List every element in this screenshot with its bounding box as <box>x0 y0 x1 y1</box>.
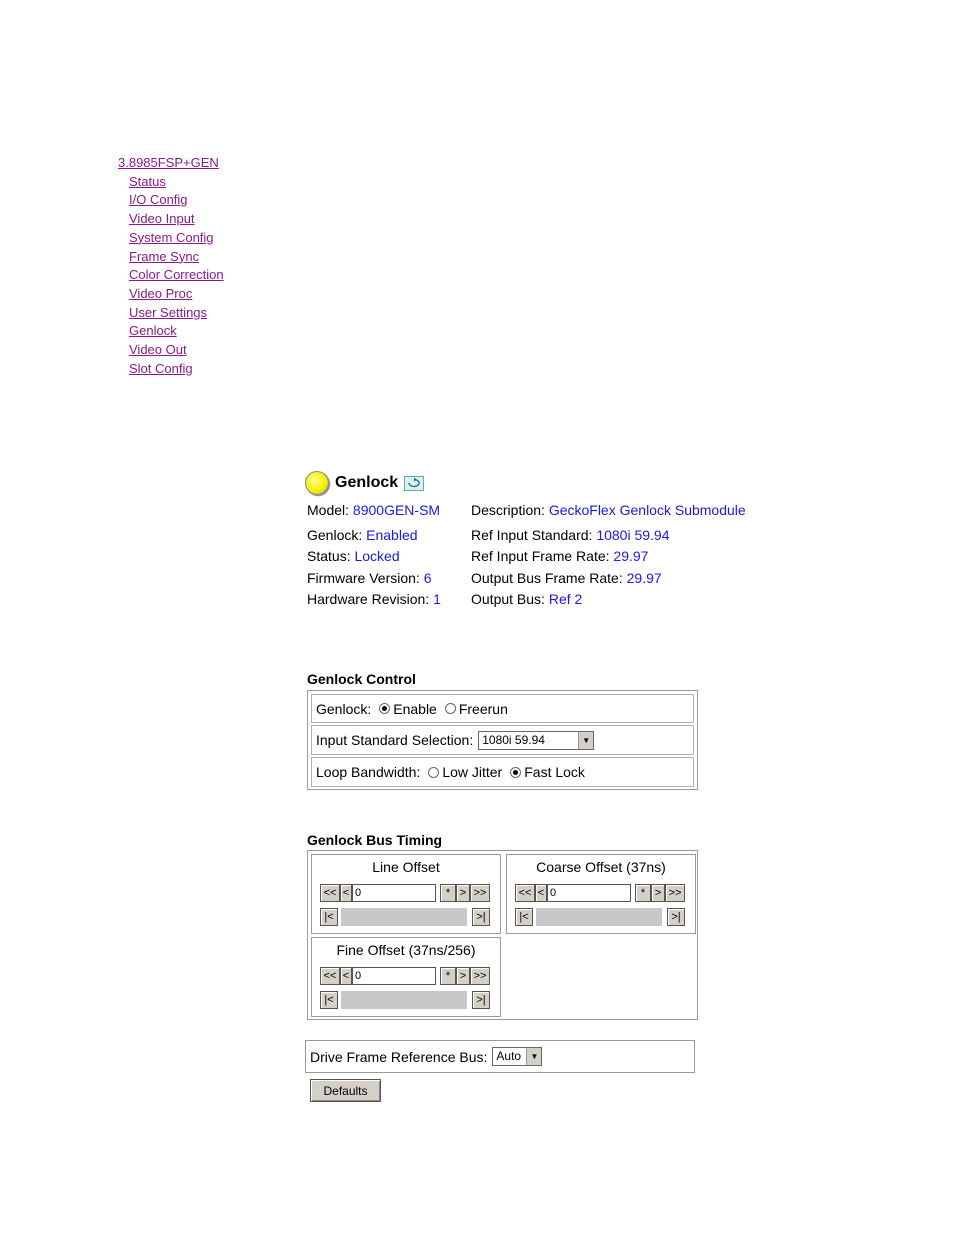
fine-offset-max-button[interactable]: >| <box>472 991 490 1009</box>
chevron-down-icon[interactable]: ▼ <box>526 1048 541 1065</box>
defaults-button[interactable]: Defaults <box>310 1079 381 1102</box>
page-title: Genlock <box>335 474 399 491</box>
line-offset-inc-button[interactable]: > <box>456 884 470 902</box>
line-offset-inc-fast-button[interactable]: >> <box>470 884 490 902</box>
coarse-offset-control <box>506 854 696 934</box>
line-offset-slider[interactable] <box>341 908 467 926</box>
nav-item-io-config[interactable]: I/O Config <box>129 192 188 208</box>
fine-offset-inc-button[interactable]: > <box>456 967 470 985</box>
info-output-frame-rate: Output Bus Frame Rate: 29.97 <box>471 569 662 586</box>
genlock-control-panel <box>307 690 698 790</box>
coarse-offset-slider[interactable] <box>536 908 662 926</box>
input-standard-select[interactable]: 1080i 59.94 ▼ <box>478 731 594 750</box>
drive-frame-select[interactable]: Auto ▼ <box>492 1047 542 1066</box>
module-info-left <box>307 500 441 611</box>
coarse-offset-min-button[interactable]: |< <box>515 908 533 926</box>
line-offset-min-button[interactable]: |< <box>320 908 338 926</box>
nav-item-system-config[interactable]: System Config <box>129 229 214 245</box>
info-firmware: Firmware Version: 6 <box>307 569 432 586</box>
info-hardware: Hardware Revision: 1 <box>307 591 441 607</box>
nav-item-user-settings[interactable]: User Settings <box>129 304 208 320</box>
coarse-offset-label: Coarse Offset (37ns) <box>536 859 666 875</box>
coarse-offset-dec-fast-button[interactable]: << <box>515 884 535 902</box>
bus-timing-panel <box>307 850 698 1020</box>
fine-offset-inc-fast-button[interactable]: >> <box>470 967 490 985</box>
fine-offset-input[interactable]: 0 <box>352 967 436 985</box>
genlock-mode-row: Genlock: Enable Freerun <box>311 694 694 723</box>
genlock-control-title: Genlock Control <box>307 671 416 687</box>
drive-frame-label: Drive Frame Reference Bus: <box>310 1048 488 1065</box>
nav-item-video-input[interactable]: Video Input <box>129 211 195 227</box>
drive-frame-panel <box>305 1040 695 1073</box>
nav-item-frame-sync[interactable]: Frame Sync <box>129 248 200 264</box>
coarse-offset-inc-fast-button[interactable]: >> <box>665 884 685 902</box>
line-offset-max-button[interactable]: >| <box>472 908 490 926</box>
status-bulb-icon <box>305 471 329 495</box>
input-standard-row: Input Standard Selection: 1080i 59.94 ▼ <box>311 725 694 755</box>
fast-lock-radio[interactable] <box>510 767 521 778</box>
nav-item-video-out[interactable]: Video Out <box>129 342 187 358</box>
fine-offset-dec-button[interactable]: < <box>340 967 352 985</box>
loop-bandwidth-row: Loop Bandwidth: Low Jitter Fast Lock <box>311 757 694 787</box>
info-model: Model: 8900GEN-SM <box>307 502 441 518</box>
nav-item-genlock[interactable]: Genlock <box>129 323 177 339</box>
line-offset-dec-button[interactable]: < <box>340 884 352 902</box>
info-status: Status: Locked <box>307 548 400 564</box>
nav-root-link[interactable]: 3.8985FSP+GEN <box>118 155 219 170</box>
line-offset-input[interactable]: 0 <box>352 884 436 902</box>
line-offset-label: Line Offset <box>372 859 440 875</box>
drive-frame-row <box>310 1047 542 1066</box>
module-info-right <box>471 500 746 611</box>
line-offset-dec-fast-button[interactable]: << <box>320 884 340 902</box>
line-offset-control <box>311 854 501 934</box>
info-output-bus: Output Bus: Ref 2 <box>471 591 583 607</box>
nav-item-status[interactable]: Status <box>129 173 166 189</box>
info-description: Description: GeckoFlex Genlock Submodule <box>471 502 746 518</box>
coarse-offset-dec-button[interactable]: < <box>535 884 547 902</box>
fine-offset-min-button[interactable]: |< <box>320 991 338 1009</box>
fine-offset-control <box>311 937 501 1017</box>
info-ref-standard: Ref Input Standard: 1080i 59.94 <box>471 526 670 543</box>
fine-offset-dec-fast-button[interactable]: << <box>320 967 340 985</box>
fine-offset-slider[interactable] <box>341 991 467 1009</box>
coarse-offset-inc-button[interactable]: > <box>651 884 665 902</box>
fine-offset-reset-button[interactable]: * <box>440 967 456 985</box>
coarse-offset-input[interactable]: 0 <box>547 884 631 902</box>
nav-item-color-correction[interactable]: Color Correction <box>129 267 224 283</box>
line-offset-reset-button[interactable]: * <box>440 884 456 902</box>
nav-item-slot-config[interactable]: Slot Config <box>129 360 193 376</box>
coarse-offset-max-button[interactable]: >| <box>667 908 685 926</box>
refresh-icon[interactable] <box>404 476 424 491</box>
info-ref-frame-rate: Ref Input Frame Rate: 29.97 <box>471 548 649 564</box>
bus-timing-title: Genlock Bus Timing <box>307 832 443 848</box>
chevron-down-icon[interactable]: ▼ <box>578 732 593 749</box>
nav-item-video-proc[interactable]: Video Proc <box>129 285 193 301</box>
coarse-offset-reset-button[interactable]: * <box>635 884 651 902</box>
genlock-enable-radio[interactable] <box>379 703 390 714</box>
info-genlock: Genlock: Enabled <box>307 526 418 543</box>
genlock-freerun-radio[interactable] <box>445 703 456 714</box>
fine-offset-label: Fine Offset (37ns/256) <box>336 942 476 958</box>
page-header <box>305 470 424 496</box>
low-jitter-radio[interactable] <box>428 767 439 778</box>
nav-menu <box>118 154 224 378</box>
